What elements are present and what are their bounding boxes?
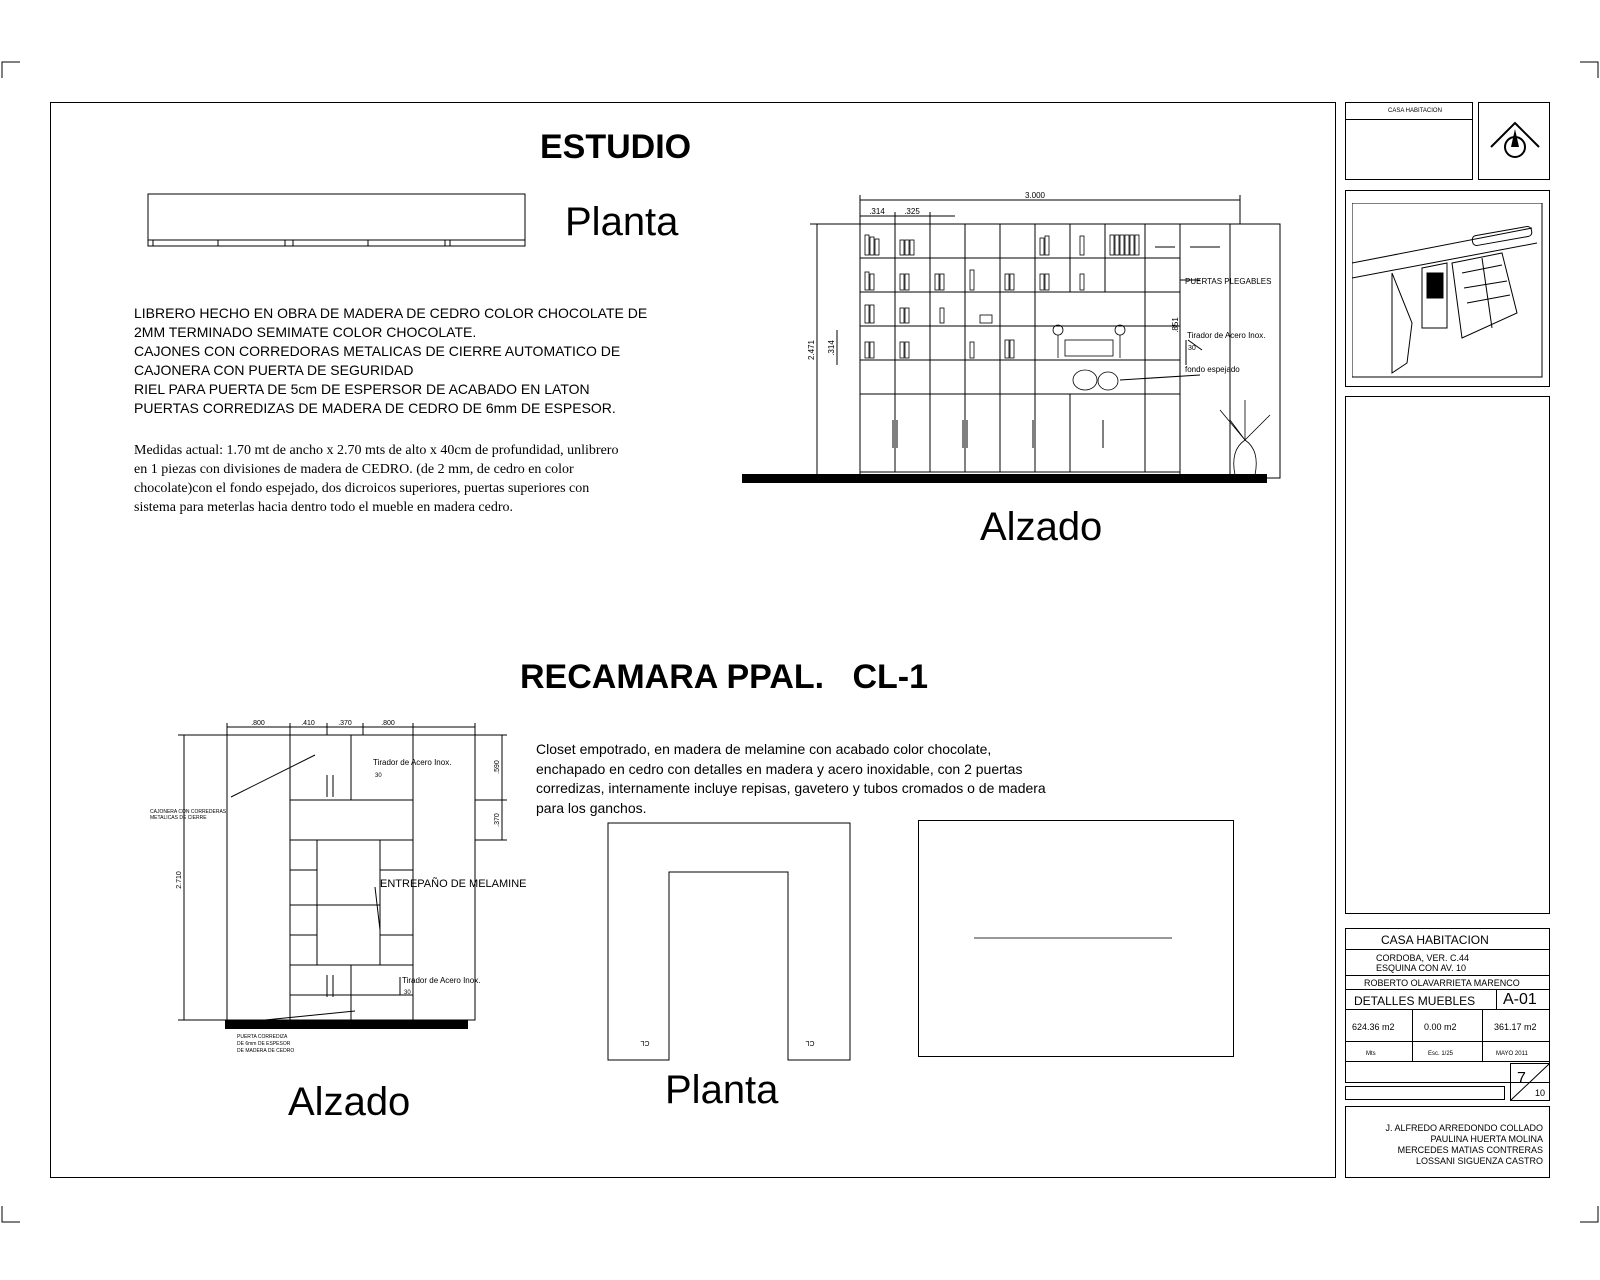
annotation-puertas: PUERTAS PLEGABLES: [1185, 277, 1272, 286]
notes-box: [1345, 396, 1550, 914]
team-box: [1345, 1106, 1550, 1178]
dim-h-top: .590: [494, 760, 501, 774]
units: Mts: [1366, 1051, 1376, 1057]
note-line: CAJONERA CON PUERTA DE SEGURIDAD: [134, 362, 414, 378]
annotation-base-3: DE MADERA DE CEDRO: [237, 1048, 295, 1054]
sheet-counter: [1510, 1063, 1550, 1101]
north-arrow-icon: [1487, 117, 1543, 167]
location-map: [1352, 203, 1544, 378]
sheet-total: 10: [1535, 1088, 1546, 1098]
closet-note-line: para los ganchos.: [536, 799, 647, 816]
plan-mark-right: CL: [805, 1039, 815, 1046]
north-arrow-box: [1478, 102, 1550, 180]
annotation-tirador-sub: 30: [1188, 345, 1196, 352]
scale: Esc. 1/25: [1428, 1051, 1454, 1057]
annotation-tirador: Tirador de Acero Inox.: [1187, 331, 1266, 340]
dim-h-mid: .370: [494, 813, 501, 827]
measure-line: Medidas actual: 1.70 mt de ancho x 2.70 mts de alto x 40cm de profundidad, unlibrero: [134, 443, 619, 458]
titleblock-small-box: [1345, 1086, 1505, 1100]
dim-height: 2.471: [807, 339, 816, 361]
closet-note-line: enchapado en cedro con detalles en madera y acero inoxidable, con 2 puertas: [536, 760, 1023, 777]
annotation-tirador1: Tirador de Acero Inox.: [373, 758, 452, 767]
annotation-base-1: PUERTA CORREDIZA: [237, 1034, 288, 1040]
image-placeholder-box: [918, 820, 1234, 1057]
alzado-label-top: Alzado: [980, 505, 1103, 549]
team-member: LOSSANI SIGUENZA CASTRO: [1415, 1156, 1543, 1166]
area-1: 624.36 m2: [1352, 1022, 1395, 1032]
annotation-tirador1-sub: 30: [375, 773, 382, 779]
dim-d2: .325: [904, 207, 920, 216]
note-line: 2MM TERMINADO SEMIMATE COLOR CHOCOLATE.: [134, 324, 477, 340]
dim-height: 2.710: [176, 871, 183, 889]
annotation-fondo: fondo espejado: [1185, 365, 1240, 374]
area-2: 0.00 m2: [1424, 1022, 1457, 1032]
closet-plan: [605, 820, 855, 1065]
owner-name: ROBERTO OLAVARRIETA MARENCO: [1364, 978, 1520, 988]
estudio-title: ESTUDIO: [540, 128, 692, 166]
faint-text-line: [974, 937, 1172, 939]
team-member: J. ALFREDO ARREDONDO COLLADO: [1385, 1123, 1543, 1133]
annotation-left-2: METALICAS DE CIERRE: [150, 815, 207, 821]
sheet-code: A-01: [1503, 991, 1537, 1008]
titleblock-project-box: [1345, 102, 1473, 180]
annotation-base-2: DE 6mm DE ESPESOR: [237, 1041, 291, 1047]
annotation-left-1: CAJONERA CON CORREDERAS: [150, 809, 227, 815]
planta-label-top: Planta: [565, 200, 679, 244]
dim-w2: .410: [301, 720, 315, 727]
annotation-tirador2-sub: 30: [404, 990, 411, 996]
project-small: CASA HABITACION: [1388, 108, 1442, 114]
measure-line: chocolate)con el fondo espejado, dos dicroicos superiores, puertas superiores con: [134, 481, 590, 496]
measure-line: sistema para meterlas hacia dentro todo el mueble en madera cedro.: [134, 500, 513, 515]
note-line: CAJONES CON CORREDORAS METALICAS DE CIERRE AUTOMATICO DE: [134, 343, 621, 359]
annotation-tirador2: Tirador de Acero Inox.: [402, 976, 481, 985]
estudio-measures: [134, 441, 618, 517]
dim-w4: .800: [381, 720, 395, 727]
closet-note-line: corredizas, internamente incluye repisas, gavetero y tubos cromados o de madera: [536, 780, 1046, 796]
dim-door: .851: [1171, 317, 1180, 333]
sheet-number: 7: [1517, 1070, 1526, 1087]
dim-w1: .800: [251, 720, 265, 727]
area-3: 361.17 m2: [1494, 1022, 1537, 1032]
recamara-title: RECAMARA PPAL. CL-1: [520, 658, 928, 696]
closet-elevation: [145, 715, 565, 1060]
dim-w3: .370: [338, 720, 352, 727]
estudio-plan-view: [145, 190, 530, 252]
project-name: CASA HABITACION: [1381, 933, 1489, 947]
dim-side: .314: [827, 340, 836, 356]
date: MAYO 2011: [1496, 1051, 1528, 1057]
estudio-elevation: [740, 190, 1310, 500]
plan-mark-left: CL: [640, 1039, 650, 1046]
measure-line: en 1 piezas con divisiones de madera de CEDRO. (de 2 mm, de cedro en color: [134, 462, 574, 477]
dim-overall: 3.000: [1024, 191, 1046, 200]
estudio-notes: [134, 304, 647, 418]
location-map-box: [1345, 190, 1550, 387]
alzado-label-bottom: Alzado: [288, 1080, 411, 1124]
address-line-1: CORDOBA, VER. C.44: [1376, 953, 1470, 963]
note-line: LIBRERO HECHO EN OBRA DE MADERA DE CEDRO COLOR CHOCOLATE DE: [134, 305, 648, 321]
dim-d1: .314: [869, 207, 885, 216]
sheet-title: DETALLES MUEBLES: [1354, 994, 1476, 1008]
address-line-2: ESQUINA CON AV. 10: [1376, 963, 1467, 973]
titleblock-main: [1345, 928, 1550, 1083]
team-member: MERCEDES MATIAS CONTRERAS: [1397, 1145, 1543, 1155]
planta-label-bottom: Planta: [665, 1068, 779, 1112]
annotation-entrepano: ENTREPAÑO DE MELAMINE: [380, 878, 527, 890]
note-line: PUERTAS CORREDIZAS DE MADERA DE CEDRO DE 6mm DE ESPESOR.: [134, 400, 616, 416]
closet-notes: [536, 740, 1046, 818]
team-member: PAULINA HUERTA MOLINA: [1430, 1134, 1543, 1144]
note-line: RIEL PARA PUERTA DE 5cm DE ESPERSOR DE ACABADO EN LATON: [134, 381, 590, 397]
closet-note-line: Closet empotrado, en madera de melamine con acabado color chocolate,: [536, 741, 992, 757]
